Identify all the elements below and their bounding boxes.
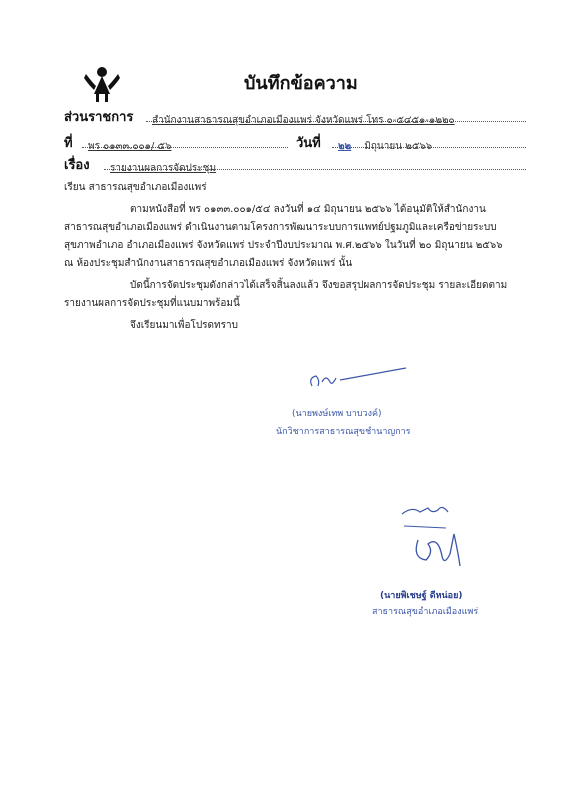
garuda-emblem-icon	[82, 64, 122, 104]
salutation: เรียน สาธารณสุขอำเภอเมืองแพร่	[64, 182, 207, 193]
subject-line	[104, 156, 526, 174]
signature-2	[398, 500, 478, 580]
paragraph1-line3: สุขภาพอำเภอ อำเภอเมืองแพร่ จังหวัดแพร่ ประจำปีงบประมาณ พ.ศ.๒๕๖๖ ในวันที่ ๒๐ มิถุนายน ๒๕๖๖	[64, 240, 503, 251]
agency-line	[146, 108, 526, 126]
subject-label: เรื่อง	[64, 158, 90, 173]
date-rest: มิถุนายน ๒๕๖๖	[364, 141, 433, 152]
ref-label: ที่	[64, 136, 73, 151]
agency-value: สำนักงานสาธารณสุขอำเภอเมืองแพร่ จังหวัดแพร่ โทร ๐-๕๔๕๑-๑๒๒๐	[152, 115, 455, 126]
ref-line	[82, 134, 288, 152]
signer1-name: (นายพงษ์เทพ บาบวงค์)	[292, 409, 382, 419]
memo-title: บันทึกข้อความ	[244, 73, 358, 94]
signature-1	[300, 366, 410, 396]
paragraph2-line2: รายงานผลการจัดประชุมที่แนบมาพร้อมนี้	[64, 298, 240, 309]
paragraph1-line1: ตามหนังสือที่ พร ๐๑๓๓.๐๐๑/๕๔ ลงวันที่ ๑๔ มิถุนายน ๒๕๖๖ ได้อนุมัติให้สำนักงาน	[130, 204, 486, 215]
agency-label: ส่วนราชการ	[64, 110, 134, 125]
paragraph1-line4: ณ ห้องประชุมสำนักงานสาธารณสุขอำเภอเมืองแพร่ จังหวัดแพร่ นั้น	[64, 258, 353, 269]
ref-value: พร ๐๑๓๓.๐๐๑/ ๕๖	[88, 141, 172, 152]
paragraph2-line1: บัดนี้การจัดประชุมดังกล่าวได้เสร็จสิ้นลงแล้ว จึงขอสรุปผลการจัดประชุม รายละเอียดตาม	[130, 280, 508, 291]
signer1-position: นักวิชาการสาธารณสุขชำนาญการ	[276, 427, 411, 437]
date-day: ๒๒	[338, 141, 352, 152]
date-line	[332, 134, 526, 152]
subject-value: รายงานผลการจัดประชุม	[110, 163, 217, 174]
signer2-name: (นายพิเชษฐ์ ดีหน่อย)	[380, 591, 463, 601]
paragraph1-line2: สาธารณสุขอำเภอเมืองแพร่ ดำเนินงานตามโครงการพัฒนาระบบการแพทย์ปฐมภูมิและเครือข่ายระบบ	[64, 222, 497, 233]
date-label: วันที่	[296, 136, 321, 151]
closing-line: จึงเรียนมาเพื่อโปรดทราบ	[130, 320, 238, 331]
signer2-position: สาธารณสุขอำเภอเมืองแพร่	[372, 607, 479, 617]
